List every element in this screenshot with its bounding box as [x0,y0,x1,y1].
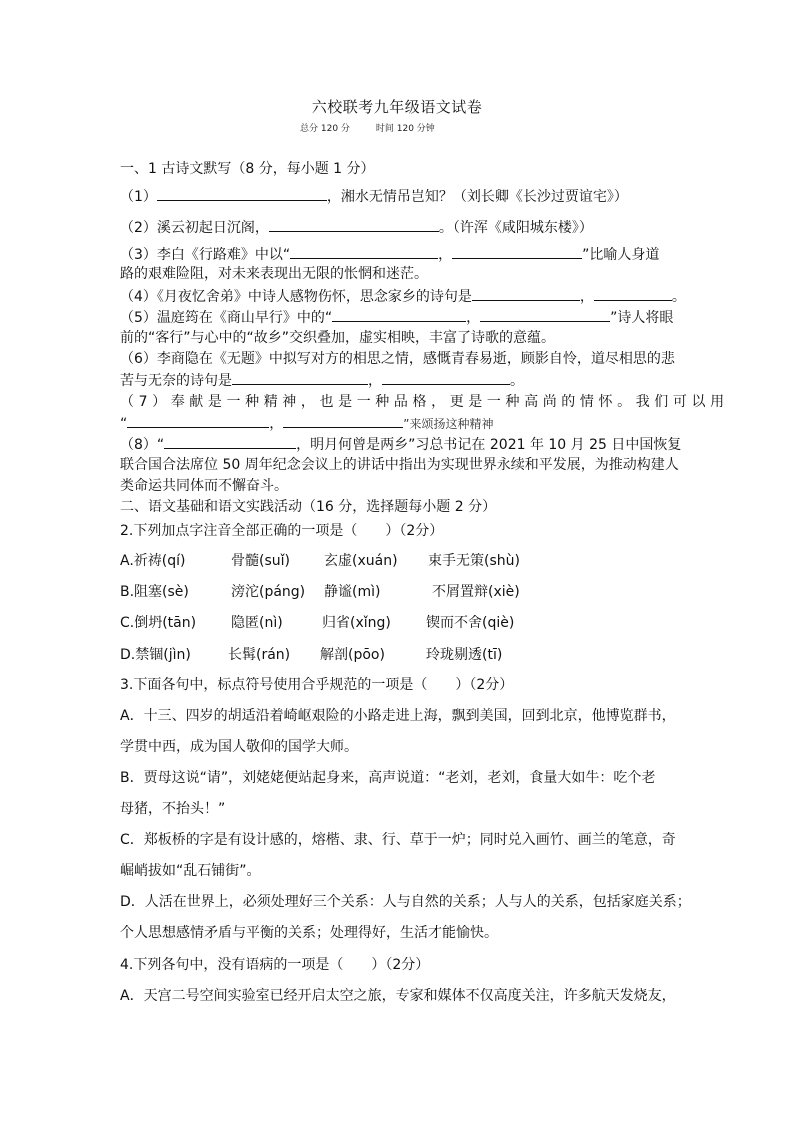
q6-line2 [120,370,524,391]
q3-line1 [120,244,659,265]
q8-line1 [120,434,681,455]
q3-answer-blank-1[interactable] [290,244,438,259]
q7-text-c: ”来颂扬这种精神 [403,417,494,431]
q5-text-b: ”诗人将眼 [610,310,674,326]
q2-text-a: （2）溪云初起日沉阁， [120,220,269,236]
q7-line1: （7）奉献是一种精神，也是一种品格，更是一种高尚的情怀。我们可以用 [120,394,729,410]
question3-stem: 3.下面各句中，标点符号使用合乎规范的一项是（ ）（2分） [120,677,514,693]
option-a-item-1: A.祈祷(qí) [120,553,186,569]
option-d-item-3: 解剖(pōo) [320,647,385,663]
q3-answer-blank-2[interactable] [452,244,582,259]
q5-answer-blank-2[interactable] [480,307,610,322]
section2-heading: 二、语文基础和语文实践活动（16 分，选择题每小题 2 分） [120,499,497,515]
q6-line1: （6）李商隐在《无题》中拟写对方的相思之情，感慨青春易逝，顾影自怜，道尽相思的悲 [120,351,675,367]
option-a-item-3: 玄虚(xuán) [324,553,398,569]
q4-line [120,286,686,307]
option-d-item-1: D.禁锢(jìn) [120,647,191,663]
option-c-item-3: 归省(xǐng) [322,615,391,631]
q7-comma: ， [269,416,284,432]
q8-answer-blank[interactable] [164,434,296,449]
q3-text-a: （3）李白《行路难》中以“ [120,247,291,263]
q7-answer-blank-2[interactable] [283,413,403,428]
option-a-item-4: 束手无策(shù) [428,553,520,569]
q7-line2 [120,413,493,434]
total-score: 总分 120 分 [300,124,350,134]
q1-text: ，湘水无情吊岂知？（刘长卿《长沙过贾谊宅》） [326,189,628,205]
option-b-item-3: 静谧(mì) [324,584,381,600]
q4-end: 。 [671,289,686,305]
q6-text-b: 苦与无奈的诗句是 [120,373,232,389]
q6-answer-blank-1[interactable] [232,370,368,385]
q3-text-b: ”比喻人身道 [582,247,660,263]
q4-option-a-line1: A．天宫二号空间实验室已经开启太空之旅，专家和媒体不仅高度关注，许多航天发烧友， [120,988,676,1004]
exam-time: 时间 120 分钟 [375,124,435,134]
q5-line1 [120,307,673,328]
q3-option-b-line1: B．贾母这说“请”，刘姥姥便站起身来，高声说道：“老刘，老刘，食量大如牛：吃个老 [120,770,656,786]
question4-stem: 4.下列各句中，没有语病的一项是（ ）（2分） [120,957,430,973]
q8-line2: 联合国合法席位 50 周年纪念会议上的讲话中指出为实现世界永续和平发展，为推动构建人 [120,457,679,473]
option-b-item-1: B.阻塞(sè) [120,584,189,600]
option-b-item-4: 不屑置辩(xiè) [432,584,520,600]
q3-comma: ， [438,247,453,263]
q3-option-b-line2: 母猪，不抬头！” [120,801,226,817]
q3-option-a-line2: 学贯中西，成为国人敬仰的国学大师。 [120,739,358,755]
option-a-item-2: 骨髓(suǐ) [231,553,290,569]
q3-option-c-line1: C．郑板桥的字是有设计感的，熔楷、隶、行、草于一炉；同时兑入画竹、画兰的笔意，奇 [120,832,676,848]
option-c-item-4: 锲而不舍(qiè) [426,615,515,631]
option-c-item-2: 隐匿(nì) [231,615,283,631]
q4-answer-blank-2[interactable] [594,286,672,301]
q6-answer-blank-2[interactable] [382,370,510,385]
exam-meta [300,121,461,134]
q1-number: （1） [120,189,157,205]
q7-open-quote: “ [120,416,128,432]
q8-line3: 类命运共同体而不懈奋斗。 [120,478,288,494]
q2-line [120,217,593,238]
q5-line2: 前的“客行”与心中的“故乡”交织叠加，虚实相映，丰富了诗歌的意蕴。 [120,330,556,346]
question2-stem: 2.下列加点字注音全部正确的一项是（ ）（2分） [120,523,444,539]
q2-answer-blank[interactable] [269,217,439,232]
q4-text: （4）《月夜忆舍弟》中诗人感物伤怀，思念家乡的诗句是 [120,289,472,305]
q5-comma: ， [466,310,481,326]
q6-comma: ， [368,373,382,389]
q3-option-a-line1: A．十三、四岁的胡适沿着崎岖艰险的小路走进上海，飘到美国，回到北京，他博览群书， [120,708,676,724]
q3-option-d-line2: 个人思想感情矛盾与平衡的关系；处理得好，生活才能愉快。 [120,925,498,941]
q2-text-b: 。（许浑《咸阳城东楼》） [438,220,593,236]
option-b-item-2: 滂沱(páng) [231,584,306,600]
option-c-item-1: C.倒坍(tān) [120,615,197,631]
q3-option-d-line1: D．人活在世界上，必须处理好三个关系：人与自然的关系；人与人的关系，包括家庭关系； [120,894,691,910]
q6-end: 。 [510,373,524,389]
q7-answer-blank-1[interactable] [127,413,269,428]
section1-heading: 一、1 古诗文默写（8 分，每小题 1 分） [120,161,375,177]
q1-line [120,186,628,207]
q4-answer-blank-1[interactable] [472,286,580,301]
q8-text-b: ，明月何曾是两乡”习总书记在 2021 年 10 月 25 日中国恢复 [296,437,682,453]
option-d-item-2: 长髯(rán) [228,647,291,663]
q5-text-a: （5）温庭筠在《商山早行》中的“ [120,310,333,326]
q4-comma: ， [579,289,594,305]
page-title: 六校联考九年级语文试卷 [311,98,483,116]
q5-answer-blank-1[interactable] [332,307,466,322]
q1-answer-blank[interactable] [157,186,327,201]
q8-text-a: （8）“ [120,437,165,453]
q3-line2: 路的艰难险阻，对未来表现出无限的怅惘和迷茫。 [120,266,428,282]
option-d-item-4: 玲珑剔透(tī) [426,647,503,663]
q3-option-c-line2: 崛峭拔如“乱石铺街”。 [120,863,261,879]
